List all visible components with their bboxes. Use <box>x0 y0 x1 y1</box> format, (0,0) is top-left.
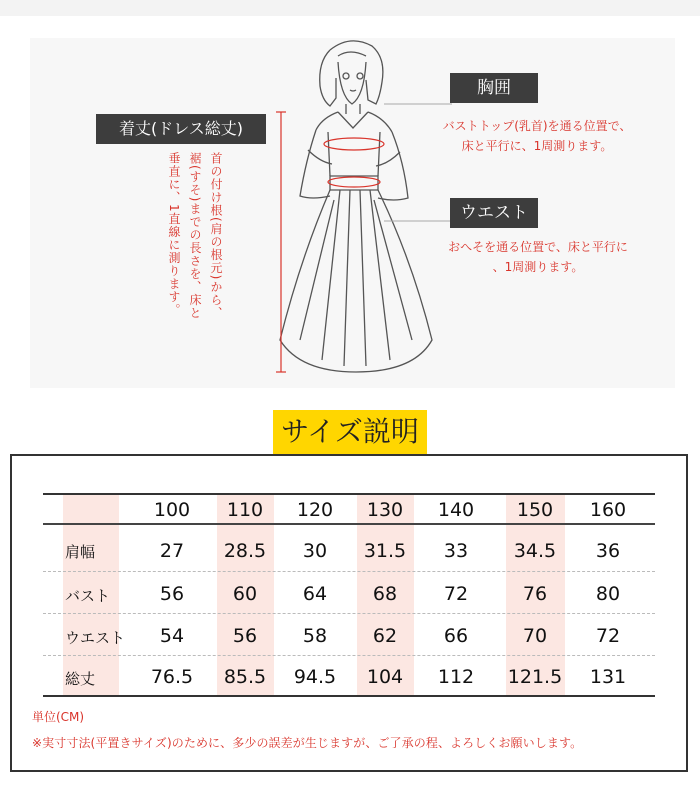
table-cell: 94.5 <box>293 666 337 688</box>
table-cell: 80 <box>595 583 621 605</box>
length-note-col-2: 裾(すそ)までの長さを、床と <box>188 152 202 320</box>
size-header-150: 150 <box>516 499 554 521</box>
table-cell: 72 <box>443 583 469 605</box>
length-note-col-3: 垂直に、1直線に測ります。 <box>167 152 181 317</box>
table-cell: 70 <box>522 625 548 647</box>
table-cell: 34.5 <box>513 540 557 562</box>
table-cell: 56 <box>159 583 185 605</box>
size-header-110: 110 <box>226 499 264 521</box>
table-rule-row-1 <box>43 571 655 572</box>
waist-note-line-1: おへそを通る位置で、床と平行に <box>448 240 628 254</box>
table-cell: 121.5 <box>507 666 563 688</box>
size-header-140: 140 <box>437 499 475 521</box>
table-cell: 76 <box>522 583 548 605</box>
bust-note-line-1: バストトップ(乳首)を通る位置で、 <box>442 119 632 133</box>
bust-note <box>422 116 652 156</box>
table-cell: 112 <box>437 666 475 688</box>
size-header-100: 100 <box>153 499 191 521</box>
unit-note: 単位(CM) <box>32 710 85 724</box>
waist-note <box>418 237 658 277</box>
table-cell: 31.5 <box>363 540 407 562</box>
row-label-bust: バスト <box>65 587 111 605</box>
table-cell: 64 <box>302 583 328 605</box>
length-label: 着丈(ドレス総丈) <box>96 114 266 144</box>
table-rule-row-3 <box>43 655 655 656</box>
row-label-total-length: 総丈 <box>65 670 96 688</box>
table-cell: 68 <box>372 583 398 605</box>
bust-label: 胸囲 <box>450 73 538 103</box>
size-header-160: 160 <box>589 499 627 521</box>
row-label-shoulder: 肩幅 <box>65 543 96 561</box>
table-cell: 27 <box>159 540 185 562</box>
table-cell: 66 <box>443 625 469 647</box>
table-cell: 36 <box>595 540 621 562</box>
table-cell: 60 <box>232 583 258 605</box>
table-cell: 131 <box>589 666 627 688</box>
row-label-waist: ウエスト <box>65 629 126 647</box>
table-cell: 62 <box>372 625 398 647</box>
table-rule-header <box>43 523 655 525</box>
size-chart-title: サイズ説明 <box>273 410 427 454</box>
table-rule-top <box>43 493 655 495</box>
waist-label: ウエスト <box>450 198 538 228</box>
table-cell: 30 <box>302 540 328 562</box>
length-note-col-1: 首の付け根(肩の根元)から、 <box>209 152 223 320</box>
measurement-disclaimer: ※実寸寸法(平置きサイズ)のために、多少の誤差が生じますが、ご了承の程、よろしくお願いします。 <box>32 736 583 750</box>
table-rule-bottom <box>43 695 655 697</box>
table-cell: 28.5 <box>223 540 267 562</box>
table-rule-row-2 <box>43 613 655 614</box>
waist-note-line-2: 、1周測ります。 <box>492 260 584 274</box>
table-cell: 72 <box>595 625 621 647</box>
size-header-130: 130 <box>366 499 404 521</box>
table-cell: 58 <box>302 625 328 647</box>
table-cell: 104 <box>366 666 404 688</box>
bust-note-line-2: 床と平行に、1周測ります。 <box>461 139 613 153</box>
table-cell: 33 <box>443 540 469 562</box>
table-cell: 85.5 <box>223 666 267 688</box>
table-cell: 56 <box>232 625 258 647</box>
table-cell: 54 <box>159 625 185 647</box>
table-cell: 76.5 <box>150 666 194 688</box>
size-header-120: 120 <box>296 499 334 521</box>
